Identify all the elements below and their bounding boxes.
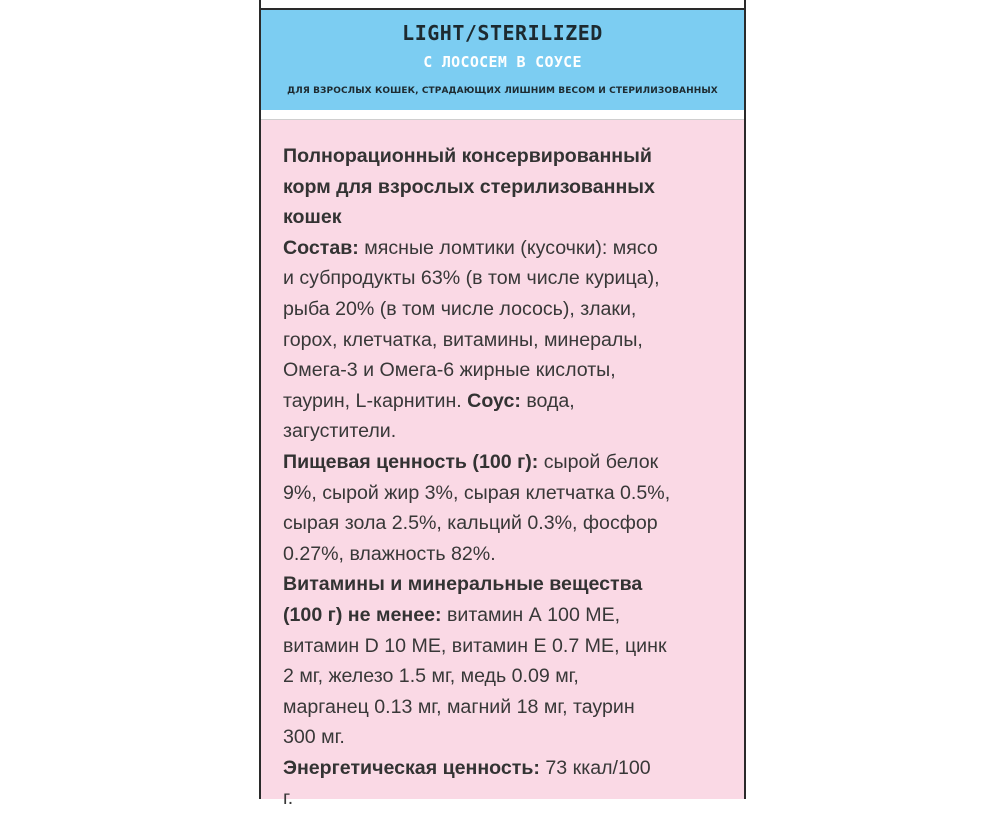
composition-segment: загустители.: [283, 420, 397, 443]
composition-segment: 300 мг.: [283, 726, 345, 749]
composition-line: [283, 325, 733, 356]
composition-segment: горох, клетчатка, витамины, минералы,: [283, 328, 643, 351]
composition-segment: сырой белок: [538, 450, 659, 473]
composition-text: [283, 141, 733, 814]
composition-segment: марганец 0.13 мг, магний 18 мг, таурин: [283, 695, 635, 718]
header-band: [261, 10, 744, 110]
composition-segment: вода,: [520, 389, 575, 412]
composition-line: [283, 172, 733, 203]
composition-segment: Омега-3 и Омега-6 жирные кислоты,: [283, 359, 616, 382]
composition-segment: 73 ккал/100: [539, 756, 651, 779]
composition-line: [283, 447, 733, 478]
composition-heading: Витамины и минеральные вещества: [283, 573, 643, 596]
composition-heading: (100 г) не менее:: [283, 603, 442, 626]
composition-line: [283, 692, 733, 723]
composition-line: [283, 386, 733, 417]
composition-line: [283, 478, 733, 509]
composition-line: [283, 355, 733, 386]
composition-segment: таурин, L-карнитин.: [283, 389, 468, 412]
composition-line: [283, 600, 733, 631]
composition-segment: 0.27%, влажность 82%.: [283, 542, 496, 565]
composition-segment: рыба 20% (в том числе лосось), злаки,: [283, 297, 637, 320]
composition-heading: корм для взрослых стерилизованных: [283, 175, 655, 198]
composition-line: [283, 569, 733, 600]
composition-segment: сырая зола 2.5%, кальций 0.3%, фосфор: [283, 512, 658, 535]
composition-segment: витамин D 10 МЕ, витамин Е 0.7 МЕ, цинк: [283, 634, 667, 657]
composition-line: [283, 508, 733, 539]
composition-heading: Пищевая ценность (100 г):: [283, 450, 539, 473]
composition-line: [283, 539, 733, 570]
composition-line: [283, 416, 733, 447]
composition-segment: 9%, сырой жир 3%, сырая клетчатка 0.5%,: [283, 481, 671, 504]
composition-line: [283, 202, 733, 233]
header-separator: [261, 110, 744, 120]
composition-line: [283, 233, 733, 264]
composition-segment: и субпродукты 63% (в том числе курица),: [283, 267, 660, 290]
composition-line: [283, 753, 733, 784]
composition-line: [283, 294, 733, 325]
product-subtitle: С ЛОСОСЕМ В СОУСЕ: [423, 53, 582, 71]
composition-heading: Соус:: [467, 389, 521, 412]
product-description: ДЛЯ ВЗРОСЛЫХ КОШЕК, СТРАДАЮЩИХ ЛИШНИМ ВЕСОМ И СТЕРИЛИЗОВАННЫХ: [287, 86, 718, 96]
product-label-card: [259, 0, 746, 810]
composition-line: [283, 141, 733, 172]
composition-line: [283, 722, 733, 753]
composition-line: [283, 661, 733, 692]
composition-heading: Полнорационный консервированный: [283, 145, 652, 167]
composition-segment: мясные ломтики (кусочки): мясо: [358, 236, 658, 259]
composition-line: [283, 631, 733, 662]
composition-segment: 2 мг, железо 1.5 мг, медь 0.09 мг,: [283, 665, 579, 688]
composition-segment: витамин А 100 МЕ,: [441, 603, 621, 626]
composition-segment: г.: [283, 787, 294, 810]
composition-line: [283, 263, 733, 294]
top-divider: [261, 0, 744, 10]
composition-heading: Энергетическая ценность:: [283, 756, 540, 779]
composition-heading: Состав:: [283, 236, 359, 259]
composition-heading: кошек: [283, 206, 342, 229]
product-title: LIGHT/STERILIZED: [402, 21, 603, 45]
